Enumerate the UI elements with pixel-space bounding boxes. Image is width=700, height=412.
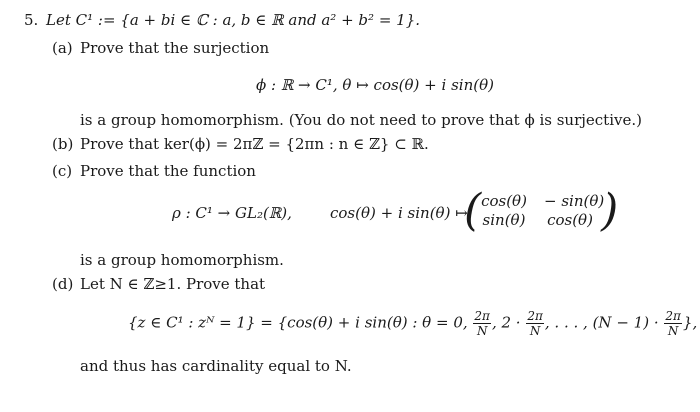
formula-end: }, <box>682 313 698 332</box>
fraction-numerator: 2π <box>665 309 681 323</box>
part-d-label: (d) <box>52 275 74 293</box>
part-c-formula-mid: cos(θ) + i sin(θ) ↦ <box>330 204 468 222</box>
part-a-formula: ϕ : ℝ → C¹, θ ↦ cos(θ) + i sin(θ) <box>256 76 494 94</box>
part-b-text: Prove that ker(ϕ) = 2πℤ = {2πn : n ∈ ℤ} ⊂ ℝ. <box>80 135 429 153</box>
matrix-cell: cos(θ) <box>547 211 593 229</box>
formula-term: , 2 · <box>491 313 521 332</box>
problem-number: 5. <box>24 11 39 29</box>
matrix-cell: cos(θ) <box>481 192 527 210</box>
left-paren: ( <box>464 185 482 236</box>
part-c-label: (c) <box>52 162 73 180</box>
fraction-denominator: N <box>476 324 488 338</box>
fraction <box>473 309 491 338</box>
fraction <box>664 309 682 338</box>
part-c-formula-left: ρ : C¹ → GL₂(ℝ), <box>172 204 292 222</box>
part-d-formula <box>128 309 697 338</box>
part-c-text: Prove that the function <box>80 162 256 180</box>
part-a-label: (a) <box>52 39 73 57</box>
fraction-denominator: N <box>529 324 541 338</box>
part-c-after: is a group homomorphism. <box>80 251 284 269</box>
part-a-after: is a group homomorphism. (You do not need to prove that ϕ is surjective.) <box>80 111 642 129</box>
part-b-label: (b) <box>52 135 74 153</box>
part-d-after: and thus has cardinality equal to N. <box>80 357 352 375</box>
right-paren: ) <box>601 185 619 236</box>
rotation-matrix <box>464 185 619 236</box>
formula-term: , . . . , (N − 1) · <box>544 313 659 332</box>
matrix-row <box>478 192 604 211</box>
fraction-numerator: 2π <box>474 309 490 323</box>
fraction-denominator: N <box>667 324 679 338</box>
part-d-text: Let N ∈ ℤ≥1. Prove that <box>80 275 266 293</box>
problem-intro: Let C¹ := {a + bi ∈ ℂ : a, b ∈ ℝ and a² + b² = 1}. <box>46 11 421 29</box>
part-a-text: Prove that the surjection <box>80 39 270 57</box>
fraction <box>526 309 544 338</box>
fraction-numerator: 2π <box>527 309 543 323</box>
matrix-cell: sin(θ) <box>482 211 526 229</box>
matrix-row <box>478 211 604 230</box>
matrix-cell: − sin(θ) <box>544 192 605 210</box>
formula-start: {z ∈ C¹ : zᴺ = 1} = {cos(θ) + i sin(θ) : θ = 0, <box>128 313 468 332</box>
